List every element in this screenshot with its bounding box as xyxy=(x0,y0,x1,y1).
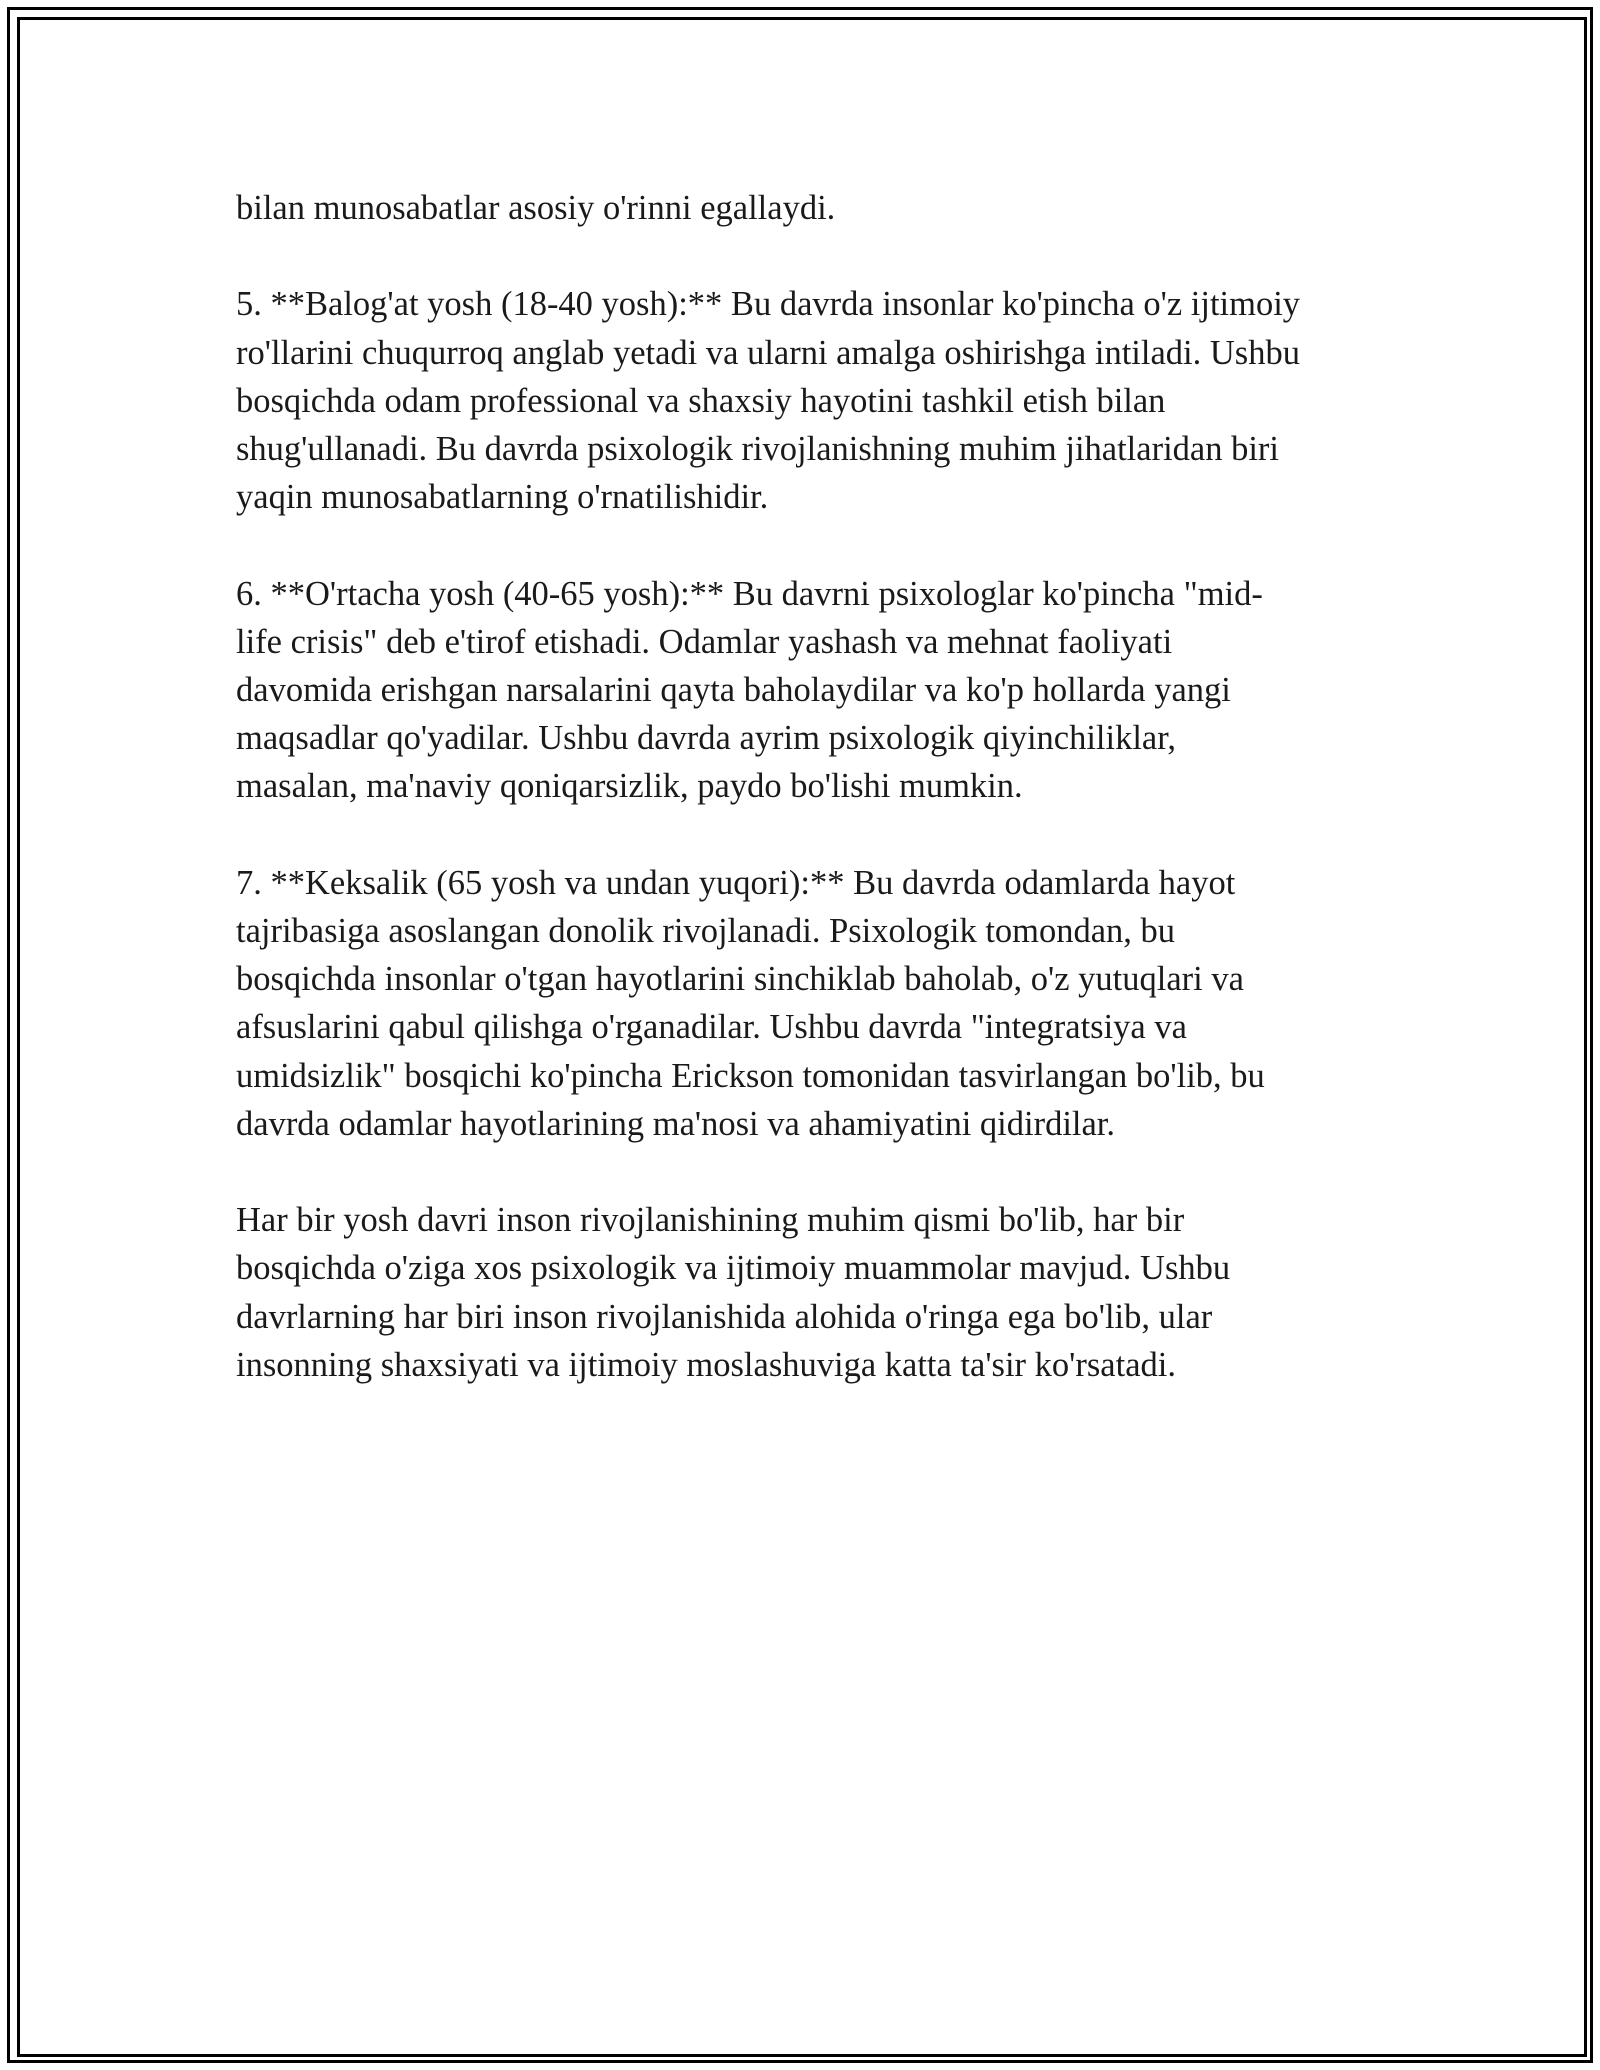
paragraph-intro-continuation: bilan munosabatlar asosiy o'rinni egallaydi. xyxy=(236,189,836,227)
paragraph-conclusion: Har bir yosh davri inson rivojlanishining muhim qismi bo'lib, har bir bosqichda o'ziga xos psixologik va ijtimoiy muammolar mavjud. Ushbu davrlarning har biri inson rivojlanishida alohida o'ringa ega bo'lib, ular insonning shaxsiyati va ijtimoiy moslashuviga katta ta'sir ko'rsatadi. xyxy=(236,1201,1231,1384)
paragraph-stage-5: 5. **Balog'at yosh (18-40 yosh):** Bu davrda insonlar ko'pincha o'z ijtimoiy ro'llarini chuqurroq anglab yetadi va ularni amalga oshirishga intiladi. Ushbu bosqichda odam professional va shaxsiy hayotini tashkil etish bilan shug'ullanadi. Bu davrda psixologik rivojlanishning muhim jihatlaridan biri yaqin munosabatlarning o'rnatilishidir. xyxy=(236,285,1301,517)
document-body xyxy=(236,184,1386,1437)
paragraph-stage-6: 6. **O'rtacha yosh (40-65 yosh):** Bu davrni psixologlar ko'pincha "mid- life crisis" deb e'tirof etishadi. Odamlar yashash va mehnat faoliyati davomida erishgan narsalarini qayta baholaydilar va ko'p hollarda yangi maqsadlar qo'yadilar. Ushbu davrda ayrim psixologik qiyinchiliklar, masalan, ma'naviy qoniqarsizlik, paydo bo'lishi mumkin. xyxy=(236,574,1263,806)
paragraph-stage-7: 7. **Keksalik (65 yosh va undan yuqori):** Bu davrda odamlarda hayot tajribasiga asoslangan donolik rivojlanadi. Psixologik tomondan, bu bosqichda insonlar o'tgan hayotlarini sinchiklab baholab, o'z yutuqlari va afsuslarini qabul qilishga o'rganadilar. Ushbu davrda "integratsiya va umidsizlik" bosqichi ko'pincha Erickson tomonidan tasvirlangan bo'lib, bu davrda odamlar hayotlarining ma'nosi va ahamiyatini qidirdilar. xyxy=(236,863,1265,1143)
